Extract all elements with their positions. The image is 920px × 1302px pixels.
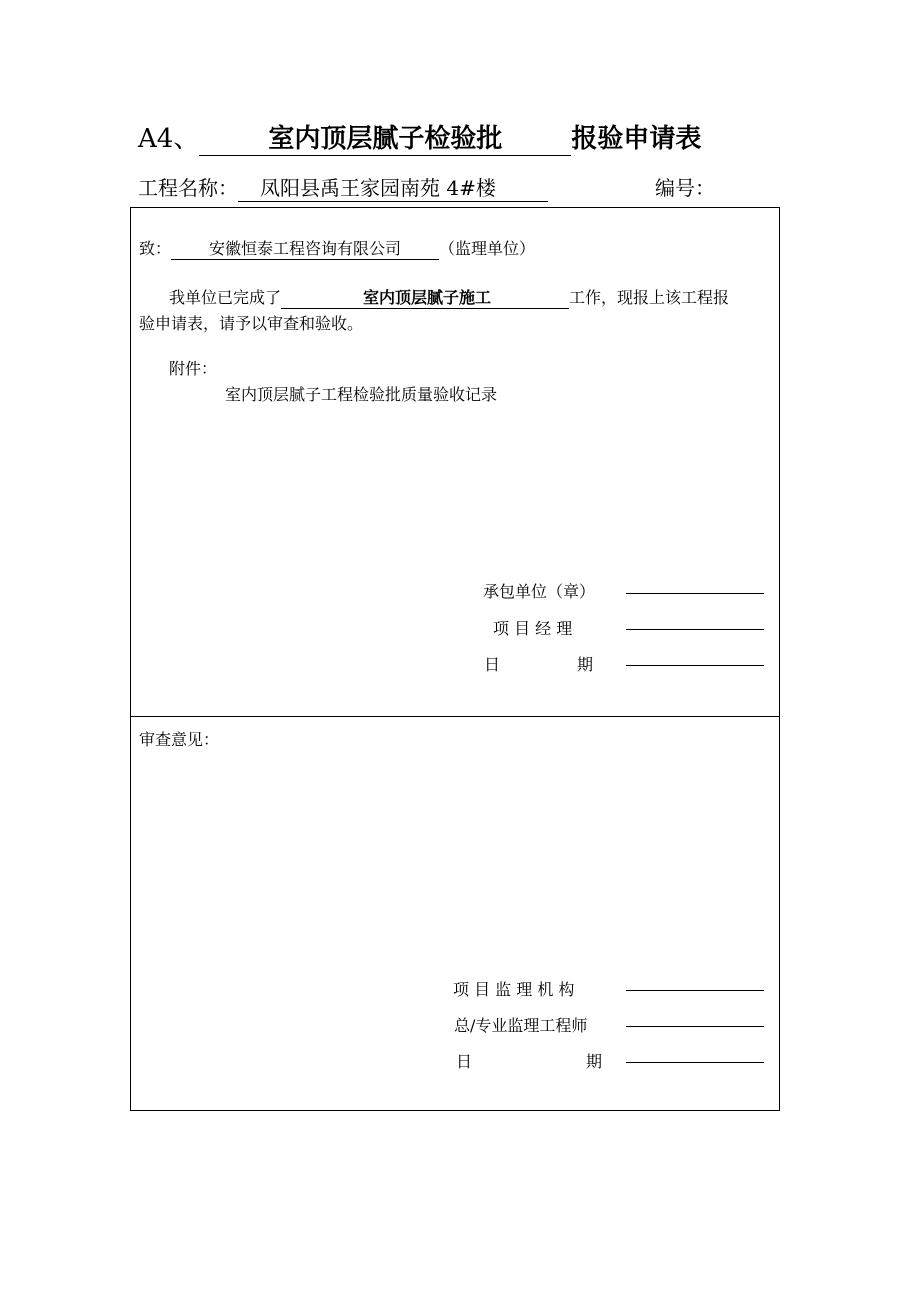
date-line: [626, 665, 764, 666]
supervisor-company: 安徽恒泰工程咨询有限公司: [171, 236, 439, 260]
signature-line: [626, 629, 764, 630]
application-section: [130, 207, 780, 717]
to-suffix: （监理单位）: [439, 239, 536, 258]
body-suffix: 工作，现报上该工程报: [569, 288, 730, 307]
title-prefix: A4、: [138, 124, 200, 154]
engineer-label: 总/专业监理工程师: [454, 1016, 588, 1035]
date-label-a: 日: [456, 1052, 473, 1071]
to-line: [139, 236, 535, 260]
page-title: [138, 118, 701, 156]
date-label-b: 期: [586, 1052, 603, 1071]
project-manager-label: 项 目 经 理: [493, 619, 573, 638]
date-label-a: 日: [484, 655, 501, 674]
title-subject: 室内顶层腻子检验批: [199, 118, 571, 156]
attachment-item: 室内顶层腻子工程检验批质量验收记录: [225, 385, 498, 404]
body-line1: [169, 285, 729, 309]
review-section: [130, 715, 780, 1111]
date-line: [626, 1062, 764, 1063]
contractor-seal-label: 承包单位（章）: [483, 582, 596, 601]
signature-line: [626, 1026, 764, 1027]
project-value: 凤阳县禹王家园南苑 4#楼: [238, 172, 548, 202]
title-suffix: 报验申请表: [571, 124, 702, 154]
project-name: [138, 172, 548, 202]
to-label: 致：: [139, 239, 172, 258]
review-label: 审查意见：: [139, 730, 220, 749]
body-line2: 验申请表，请予以审查和验收。: [139, 314, 364, 333]
body-prefix: 我单位已完成了: [169, 288, 282, 307]
signature-line: [626, 990, 764, 991]
supervision-org-label: 项 目 监 理 机 构: [453, 980, 575, 999]
date-label-b: 期: [577, 655, 594, 674]
project-label: 工程名称：: [138, 176, 238, 200]
signature-line: [626, 593, 764, 594]
work-item: 室内顶层腻子施工: [281, 285, 569, 309]
attachment-label: 附件：: [169, 359, 218, 378]
number-label: 编号：: [655, 176, 715, 200]
